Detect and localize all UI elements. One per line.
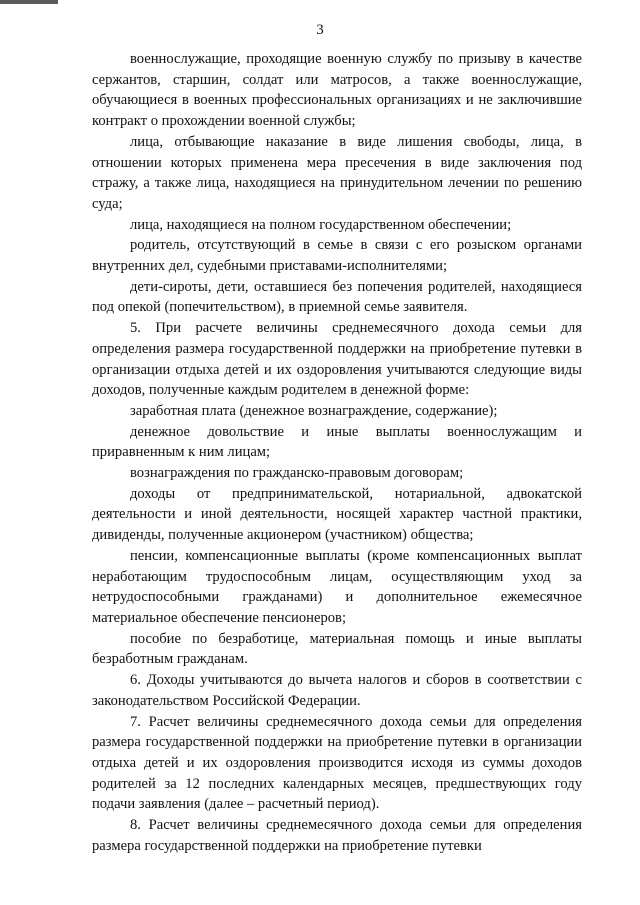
paragraph: пособие по безработице, материальная помощь и иные выплаты безработным гражданам.	[92, 630, 582, 668]
paragraph: пенсии, компенсационные выплаты (кроме компенсационных выплат неработающим трудоспособным лицам, осуществляющим уход за нетрудоспособными гражданами) и дополнительное ежемесячное материальное обеспечение пенсионеров;	[92, 547, 582, 626]
paragraph: лица, находящиеся на полном государственном обеспечении;	[130, 216, 512, 233]
paragraph: доходы от предпринимательской, нотариальной, адвокатской деятельности и иной деятельности, носящей характер частной практики, дивиденды, полученные акционером (участником) общества;	[92, 485, 582, 544]
page-number: 3	[316, 22, 324, 38]
paragraph: заработная плата (денежное вознаграждение, содержание);	[130, 402, 498, 419]
scan-edge-mark	[0, 0, 58, 4]
paragraph: вознаграждения по гражданско-правовым договорам;	[130, 465, 464, 482]
paragraph: 7. Расчет величины среднемесячного дохода семьи для определения размера государственной поддержки на приобретение путевки в организации отдыха детей и их оздоровления производится исходя из суммы доходов родителей за 12 последних календарных месяцев, предшествующих году подачи заявления (далее – расчетный период).	[92, 713, 582, 813]
paragraph: военнослужащие, проходящие военную службу по призыву в качестве сержантов, старшин, солдат или матросов, а также военнослужащие, обучающиеся в военных профессиональных организациях и не заключившие контракт о прохождении военной службы;	[92, 51, 582, 130]
paragraph: родитель, отсутствующий в семье в связи с его розыском органами внутренних дел, судебными приставами-исполнителями;	[92, 237, 582, 275]
paragraph: лица, отбывающие наказание в виде лишения свободы, лица, в отношении которых применена мера пресечения в виде заключения под стражу, а также лица, находящиеся на принудительном лечении по решению суда;	[92, 133, 582, 212]
paragraph: 8. Расчет величины среднемесячного дохода семьи для определения размера государственной поддержки на приобретение путевки	[92, 817, 582, 854]
paragraph: 6. Доходы учитываются до вычета налогов и сборов в соответствии с законодательством Российской Федерации.	[92, 672, 582, 709]
paragraph: 5. При расчете величины среднемесячного дохода семьи для определения размера государственной поддержки на приобретение путевки в организации отдыха детей и их оздоровления учитываются следующие виды доходов, полученные каждым родителем в денежной форме:	[92, 320, 582, 399]
paragraph: денежное довольствие и иные выплаты военнослужащим и приравненным к ним лицам;	[92, 423, 582, 461]
document-body	[92, 49, 582, 856]
paragraph: дети-сироты, дети, оставшиеся без попечения родителей, находящиеся под опекой (попечительством), в приемной семье заявителя.	[92, 278, 582, 316]
